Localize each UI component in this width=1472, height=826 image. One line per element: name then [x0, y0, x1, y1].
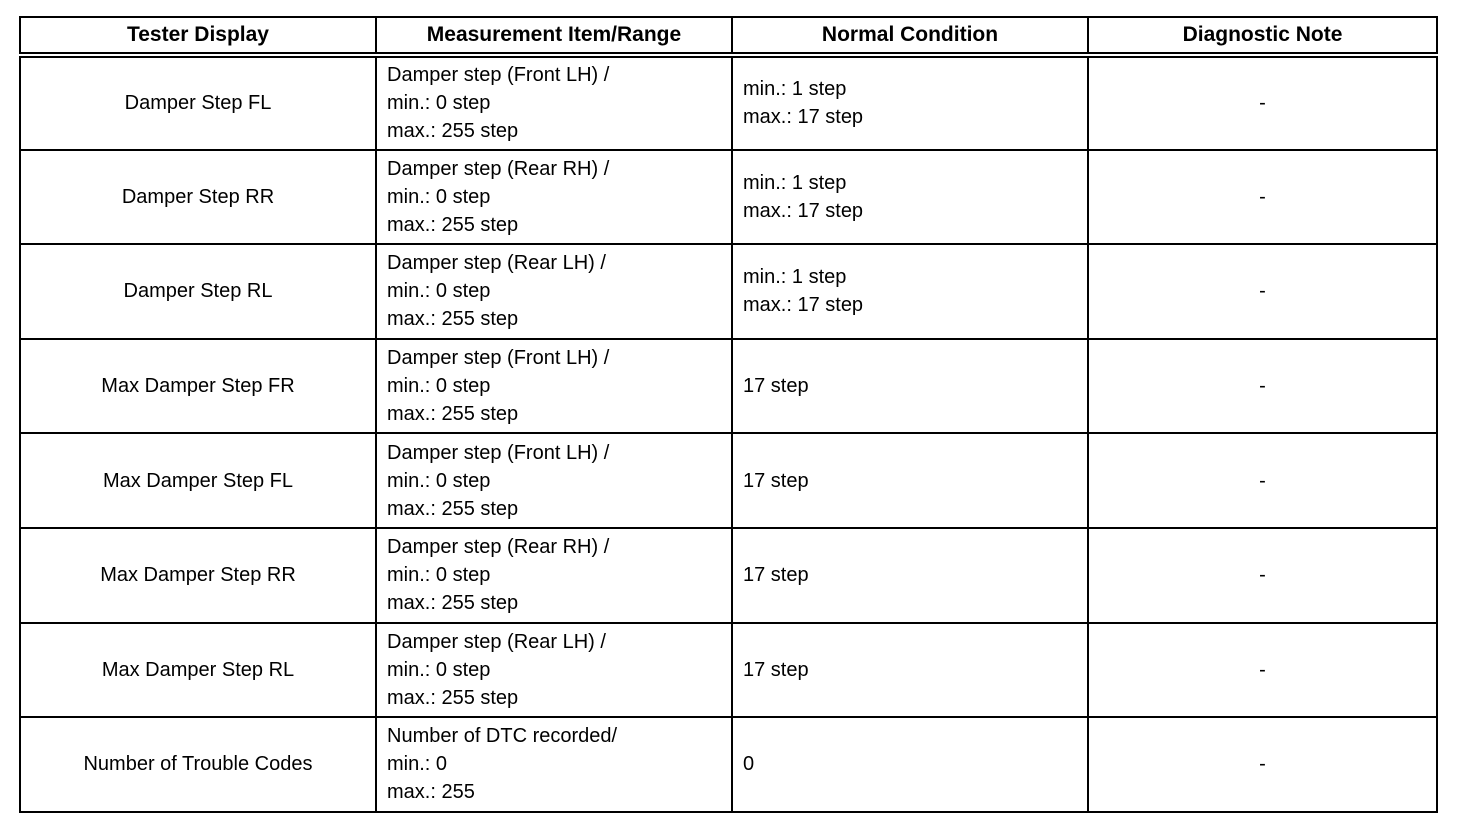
measurement-line: Damper step (Front LH) / — [387, 441, 610, 464]
table-row — [20, 717, 1437, 812]
normal-condition-line: 0 — [743, 753, 755, 776]
cell-normal-condition — [732, 528, 1088, 623]
cell-tester-display: Max Damper Step RL — [20, 623, 376, 718]
normal-condition-line: 17 step — [743, 469, 809, 492]
cell-measurement-item-range — [376, 339, 732, 434]
measurement-line: max.: 255 step — [387, 120, 519, 143]
cell-tester-display: Damper Step FL — [20, 55, 376, 150]
cell-diagnostic-note: - — [1088, 717, 1437, 812]
measurement-line: min.: 0 — [387, 753, 448, 776]
table-row — [20, 528, 1437, 623]
cell-measurement-item-range — [376, 717, 732, 812]
normal-condition-line: 17 step — [743, 375, 809, 398]
cell-tester-display: Max Damper Step FR — [20, 339, 376, 434]
measurement-line: min.: 0 step — [387, 658, 491, 681]
measurement-line: min.: 0 step — [387, 280, 491, 303]
cell-diagnostic-note: - — [1088, 339, 1437, 434]
measurement-line: Damper step (Rear LH) / — [387, 630, 606, 653]
cell-normal-condition — [732, 623, 1088, 718]
cell-normal-condition — [732, 55, 1088, 150]
measurement-line: max.: 255 — [387, 781, 475, 804]
normal-condition-line: max.: 17 step — [743, 294, 864, 317]
cell-diagnostic-note: - — [1088, 244, 1437, 339]
normal-condition-line: 17 step — [743, 564, 809, 587]
cell-normal-condition — [732, 433, 1088, 528]
cell-diagnostic-note: - — [1088, 433, 1437, 528]
measurement-line: max.: 255 step — [387, 686, 519, 709]
header-diagnostic-note: Diagnostic Note — [1088, 17, 1437, 55]
measurement-line: max.: 255 step — [387, 213, 519, 236]
normal-condition-line: 17 step — [743, 658, 809, 681]
table-body — [20, 55, 1437, 812]
measurement-line: min.: 0 step — [387, 375, 491, 398]
measurement-line: min.: 0 step — [387, 469, 491, 492]
table-row — [20, 433, 1437, 528]
diagnostic-data-table — [19, 16, 1438, 813]
measurement-line: max.: 255 step — [387, 497, 519, 520]
cell-diagnostic-note: - — [1088, 150, 1437, 245]
measurement-line: Damper step (Front LH) / — [387, 347, 610, 370]
cell-diagnostic-note: - — [1088, 55, 1437, 150]
cell-measurement-item-range — [376, 150, 732, 245]
header-normal-condition: Normal Condition — [732, 17, 1088, 55]
normal-condition-line: max.: 17 step — [743, 199, 864, 222]
table-header-row — [20, 17, 1437, 55]
cell-tester-display: Damper Step RR — [20, 150, 376, 245]
cell-measurement-item-range — [376, 433, 732, 528]
measurement-line: Damper step (Rear RH) / — [387, 157, 610, 180]
normal-condition-line: max.: 17 step — [743, 106, 864, 129]
table-row — [20, 339, 1437, 434]
measurement-line: max.: 255 step — [387, 308, 519, 331]
cell-measurement-item-range — [376, 55, 732, 150]
cell-diagnostic-note: - — [1088, 528, 1437, 623]
measurement-line: min.: 0 step — [387, 564, 491, 587]
cell-normal-condition — [732, 150, 1088, 245]
cell-measurement-item-range — [376, 623, 732, 718]
normal-condition-line: min.: 1 step — [743, 266, 847, 289]
cell-normal-condition — [732, 244, 1088, 339]
table-row — [20, 244, 1437, 339]
cell-measurement-item-range — [376, 244, 732, 339]
measurement-line: min.: 0 step — [387, 185, 491, 208]
cell-tester-display: Number of Trouble Codes — [20, 717, 376, 812]
header-tester-display: Tester Display — [20, 17, 376, 55]
normal-condition-line: min.: 1 step — [743, 171, 847, 194]
table-row — [20, 150, 1437, 245]
table-row — [20, 55, 1437, 150]
header-measurement-item-range: Measurement Item/Range — [376, 17, 732, 55]
cell-diagnostic-note: - — [1088, 623, 1437, 718]
measurement-line: max.: 255 step — [387, 403, 519, 426]
cell-normal-condition — [732, 717, 1088, 812]
cell-tester-display: Damper Step RL — [20, 244, 376, 339]
measurement-line: Damper step (Rear RH) / — [387, 536, 610, 559]
measurement-line: Damper step (Rear LH) / — [387, 252, 606, 275]
table-row — [20, 623, 1437, 718]
measurement-line: Damper step (Front LH) / — [387, 64, 610, 87]
cell-tester-display: Max Damper Step RR — [20, 528, 376, 623]
measurement-line: min.: 0 step — [387, 92, 491, 115]
measurement-line: max.: 255 step — [387, 592, 519, 615]
cell-measurement-item-range — [376, 528, 732, 623]
cell-normal-condition — [732, 339, 1088, 434]
measurement-line: Number of DTC recorded/ — [387, 725, 618, 748]
cell-tester-display: Max Damper Step FL — [20, 433, 376, 528]
normal-condition-line: min.: 1 step — [743, 78, 847, 101]
